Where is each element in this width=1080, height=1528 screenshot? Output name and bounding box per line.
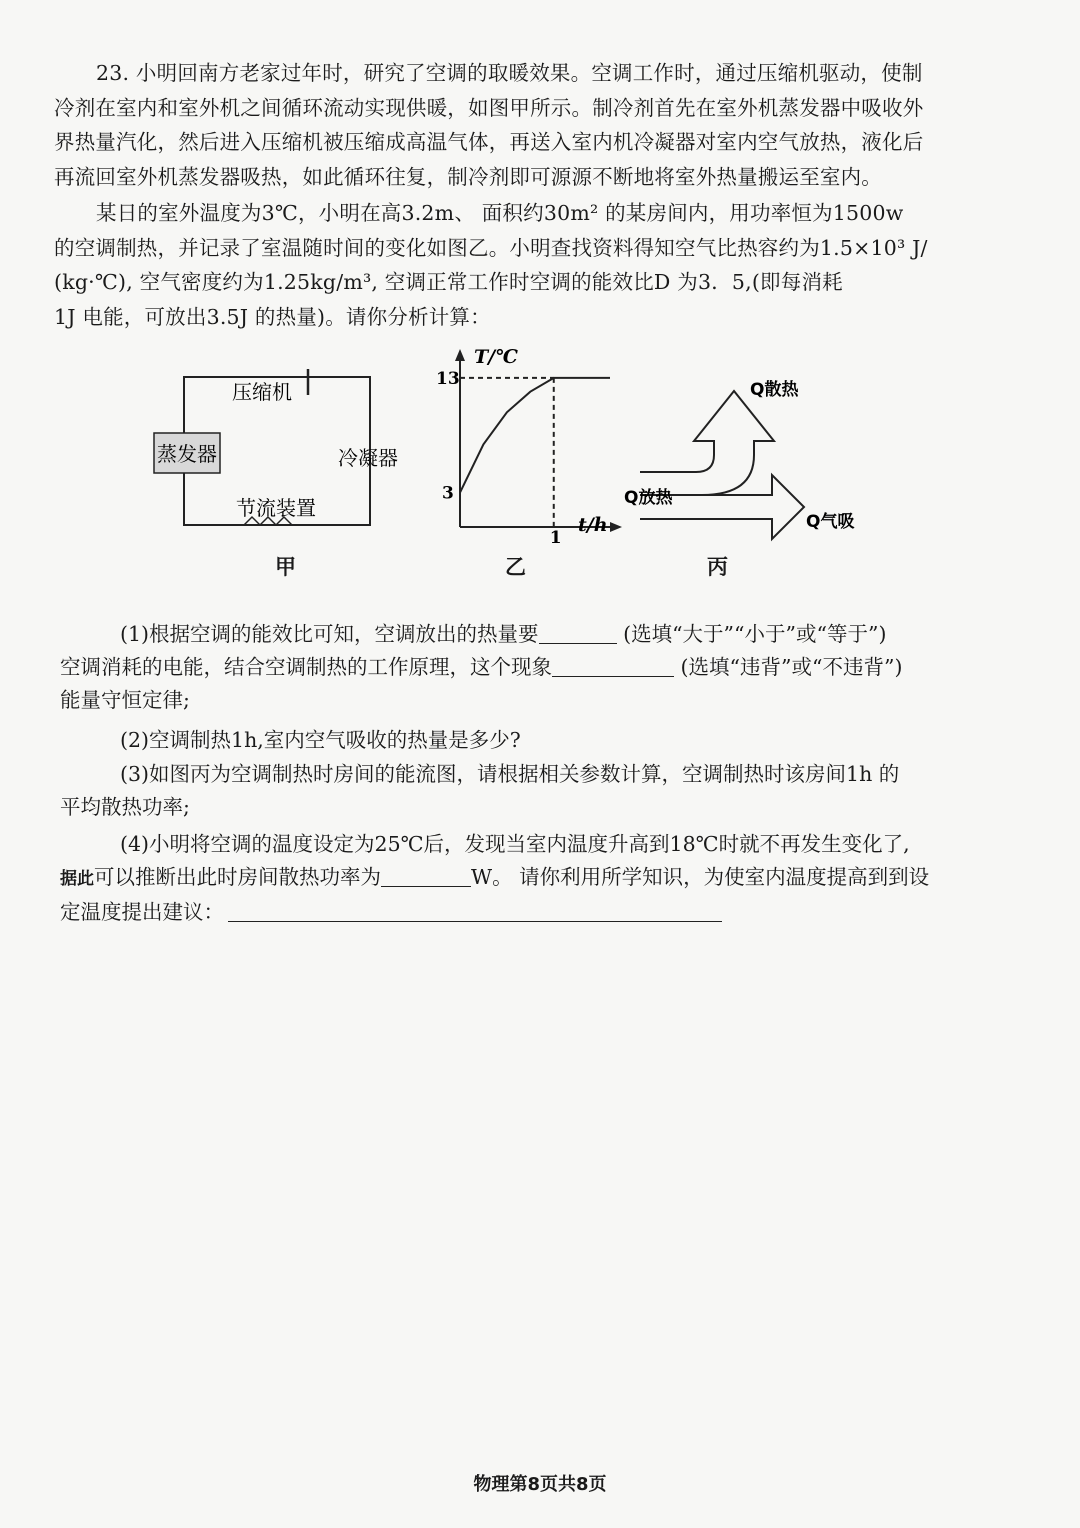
intro-paragraph xyxy=(54,56,1026,194)
label-q-left: Q放热 xyxy=(624,488,673,508)
question-2 xyxy=(60,724,1026,757)
q1-text-d: (选填“违背”或“不违背”) xyxy=(680,655,903,679)
q3-text-b: 平均散热功率; xyxy=(60,795,190,819)
q2-text: (2)空调制热1h,室内空气吸收的热量是多少? xyxy=(120,728,521,752)
caption-yi: 乙 xyxy=(505,554,526,579)
q4-text-bold: 据此 xyxy=(60,869,94,889)
intro-line-3: 界热量汽化，然后进入压缩机被压缩成高温气体，再送入室内机冷凝器对室内空气放热，液化后 xyxy=(54,130,924,154)
params-line-3: (kg·℃), 空气密度约为1.25kg/m³, 空调正常工作时空调的能效比D 为3．5,(即每消耗 xyxy=(54,270,843,294)
question-4 xyxy=(60,828,1026,929)
params-line-2: 的空调制热，并记录了室温随时间的变化如图乙。小明查找资料得知空气比热容约为1.5×10³ J/ xyxy=(54,235,928,260)
label-throttle: 节流装置 xyxy=(236,496,316,520)
label-evaporator: 蒸发器 xyxy=(157,442,217,466)
q1-blank-1[interactable] xyxy=(539,621,617,644)
figure-yi-chart xyxy=(430,345,630,548)
q4-blank-1[interactable] xyxy=(381,864,471,887)
figures-row xyxy=(140,345,880,595)
figure-bing-diagram xyxy=(624,355,870,555)
label-condenser: 冷凝器 xyxy=(338,446,398,470)
intro-line-1: 23. 小明回南方老家过年时，研究了空调的取暖效果。空调工作时，通过压缩机驱动，使制 xyxy=(96,61,923,85)
question-3 xyxy=(60,758,1026,824)
upward-arrow-shape xyxy=(640,391,774,495)
figure-jia-diagram xyxy=(148,365,398,565)
q3-text-a: (3)如图丙为空调制热时房间的能流图，请根据相关参数计算，空调制热时该房间1h 的 xyxy=(120,762,900,786)
page-footer: 物理第8页共8页 xyxy=(473,1474,607,1495)
caption-jia: 甲 xyxy=(275,554,296,579)
intro-line-4: 再流回室外机蒸发器吸热，如此循环往复，制冷剂即可源源不断地将室外热量搬运至室内。 xyxy=(54,164,882,189)
y-axis-label: T/℃ xyxy=(474,346,518,368)
x-tick-1: 1 xyxy=(549,528,562,548)
q1-blank-2[interactable] xyxy=(552,654,674,677)
q4-text-a: (4)小明将空调的温度设定为25℃后，发现当室内温度升高到18℃时就不再发生变化了, xyxy=(120,832,910,856)
intro-line-2: 冷剂在室内和室外机之间循环流动实现供暖，如图甲所示。制冷剂首先在室外机蒸发器中吸收外 xyxy=(54,95,924,120)
q1-text-a: (1)根据空调的能效比可知，空调放出的热量要 xyxy=(120,622,539,646)
params-line-4: 1J 电能，可放出3.5J 的热量)。请你分析计算： xyxy=(54,304,491,329)
x-axis-arrow xyxy=(610,522,622,532)
y-axis-arrow xyxy=(455,349,465,361)
q4-text-c: 定温度提出建议： xyxy=(60,900,224,924)
params-line-1: 某日的室外温度为3℃，小明在高3.2m、 面积约30m² 的某房间内，用功率恒为1500w xyxy=(96,201,904,225)
q1-text-e: 能量守恒定律; xyxy=(60,688,190,712)
y-tick-13: 13 xyxy=(436,368,460,389)
params-paragraph xyxy=(54,196,1026,334)
q4-blank-2[interactable] xyxy=(228,899,722,922)
label-compressor: 压缩机 xyxy=(232,380,292,404)
q1-text-b: (选填“大于”“小于”或“等于”) xyxy=(623,622,887,646)
q1-text-c: 空调消耗的电能，结合空调制热的工作原理，这个现象 xyxy=(60,655,552,679)
label-q-top: Q散热 xyxy=(750,380,799,400)
x-axis-label: t/h xyxy=(578,514,608,536)
label-q-right: Q气吸 xyxy=(806,512,855,532)
q4-text-unit: W。 请你利用所学知识，为使室内温度提高到到设 xyxy=(471,865,930,889)
question-1 xyxy=(60,618,1026,717)
temperature-curve xyxy=(460,378,610,493)
q4-text-b: 可以推断出此时房间散热功率为 xyxy=(94,865,381,889)
y-tick-3: 3 xyxy=(442,483,454,504)
caption-bing: 丙 xyxy=(707,554,728,579)
